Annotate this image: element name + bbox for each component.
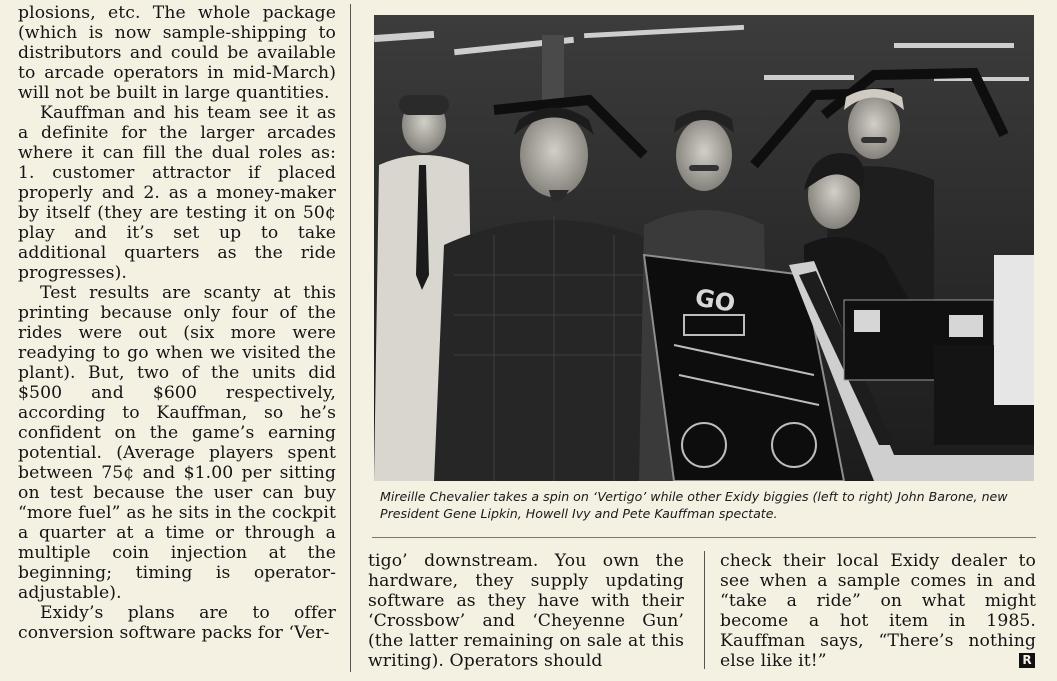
- group-photo: [374, 15, 1034, 481]
- paragraph: check their local Exidy dealer to see when a sample comes in and “take a ride” on what might become a hot item in 1985. Kauffman says, “There’s nothing else like it!”: [720, 551, 1036, 671]
- paragraph: Exidy’s plans are to offer conversion software packs for ‘Ver-: [18, 603, 336, 643]
- column-rule: [350, 4, 351, 672]
- paragraph: Kauffman and his team see it as a definite for the larger arcades where it can fill the dual roles as: 1. customer attractor if placed properly and 2. as a money-maker by itself (they are testing it on 50¢ play and it’s set up to take additional quarters as the ride progresses).: [18, 103, 336, 283]
- article-column-right: [720, 551, 1036, 671]
- column-rule: [704, 551, 705, 669]
- end-of-article-mark: R: [1019, 653, 1035, 668]
- photo-caption: Mireille Chevalier takes a spin on ‘Vertigo’ while other Exidy biggies (left to right) John Barone, new President Gene Lipkin, Howell Ivy and Pete Kauffman spectate.: [380, 489, 1008, 521]
- paragraph: tigo’ downstream. You own the hardware, they supply updating software as they have with their ‘Crossbow’ and ‘Cheyenne Gun’ (the latter remaining on sale at this writing). Operators should: [368, 551, 684, 671]
- horizontal-rule: [372, 537, 1036, 538]
- svg-text:GO: GO: [692, 283, 738, 318]
- paragraph: Test results are scanty at this printing because only four of the rides were out (six more were readying to go when we visited the plant). But, two of the units did $500 and $600 respectively, according to Kauffman, so he’s confident on the game’s earning potential. (Average players spent between 75¢ and $1.00 per sitting on test because the user can buy “more fuel” as he sits in the cockpit a quarter at a time or through a multiple coin injection at the beginning; timing is operator-adjustable).: [18, 283, 336, 603]
- paragraph: plosions, etc. The whole package (which is now sample-shipping to distributors and could be available to arcade operators in mid-March) will not be built in large quantities.: [18, 3, 336, 103]
- article-column-middle: [368, 551, 684, 671]
- article-column-left: [18, 3, 336, 643]
